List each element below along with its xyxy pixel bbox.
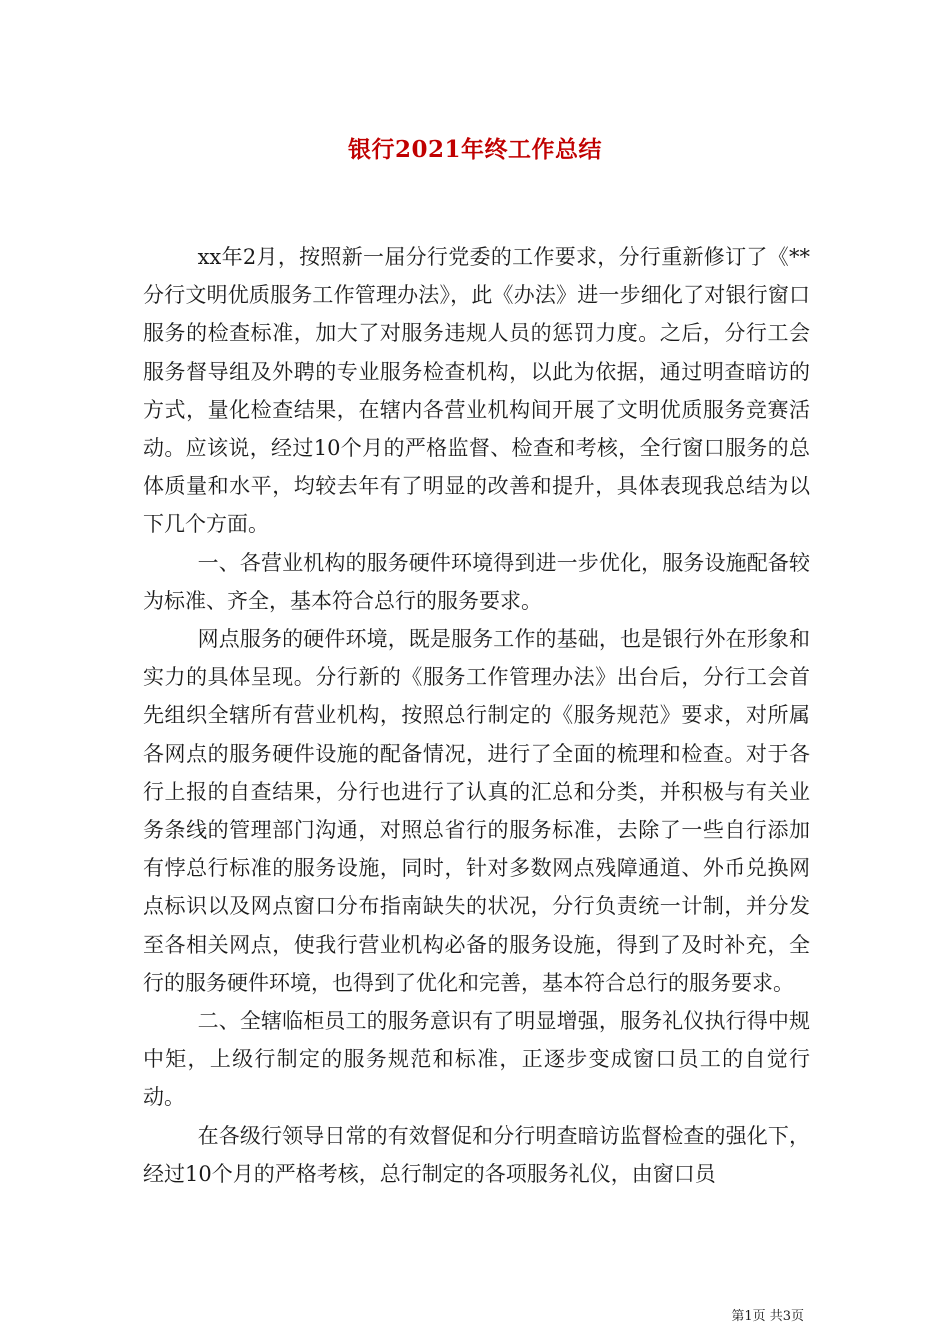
page-number-footer: 第1页 共3页 bbox=[731, 1309, 804, 1324]
document-title: 银行2021年终工作总结 bbox=[347, 136, 602, 163]
paragraph-section-1-heading: 一、各营业机构的服务硬件环境得到进一步优化，服务设施配备较为标准、齐全，基本符合总行的服务要求。 bbox=[143, 550, 810, 613]
paragraph-section-2-heading: 二、全辖临柜员工的服务意识有了明显增强，服务礼仪执行得中规中矩，上级行制定的服务规范和标准，正逐步变成窗口员工的自觉行动。 bbox=[143, 1009, 810, 1110]
document-body bbox=[143, 238, 810, 1193]
paragraph-intro: xx年2月，按照新一届分行党委的工作要求，分行重新修订了《**分行文明优质服务工作管理办法》，此《办法》进一步细化了对银行窗口服务的检查标准，加大了对服务违规人员的惩罚力度。之后，分行工会服务督导组及外聘的专业服务检查机构，以此为依据，通过明查暗访的方式，量化检查结果，在辖内各营业机构间开展了文明优质服务竞赛活动。应该说，经过10个月的严格监督、检查和考核，全行窗口服务的总体质量和水平，均较去年有了明显的改善和提升，具体表现我总结为以下几个方面。 bbox=[143, 245, 810, 537]
paragraph-section-2-body: 在各级行领导日常的有效督促和分行明查暗访监督检查的强化下，经过10个月的严格考核，总行制定的各项服务礼仪，由窗口员 bbox=[143, 1123, 810, 1186]
paragraph-section-1-body: 网点服务的硬件环境，既是服务工作的基础，也是银行外在形象和实力的具体呈现。分行新的《服务工作管理办法》出台后，分行工会首先组织全辖所有营业机构，按照总行制定的《服务规范》要求，对所属各网点的服务硬件设施的配备情况，进行了全面的梳理和检查。对于各行上报的自查结果，分行也进行了认真的汇总和分类，并积极与有关业务条线的管理部门沟通，对照总省行的服务标准，去除了一些自行添加有悖总行标准的服务设施，同时，针对多数网点残障通道、外币兑换网点标识以及网点窗口分布指南缺失的状况，分行负责统一计制，并分发至各相关网点，使我行营业机构必备的服务设施，得到了及时补充，全行的服务硬件环境，也得到了优化和完善，基本符合总行的服务要求。 bbox=[143, 627, 810, 995]
